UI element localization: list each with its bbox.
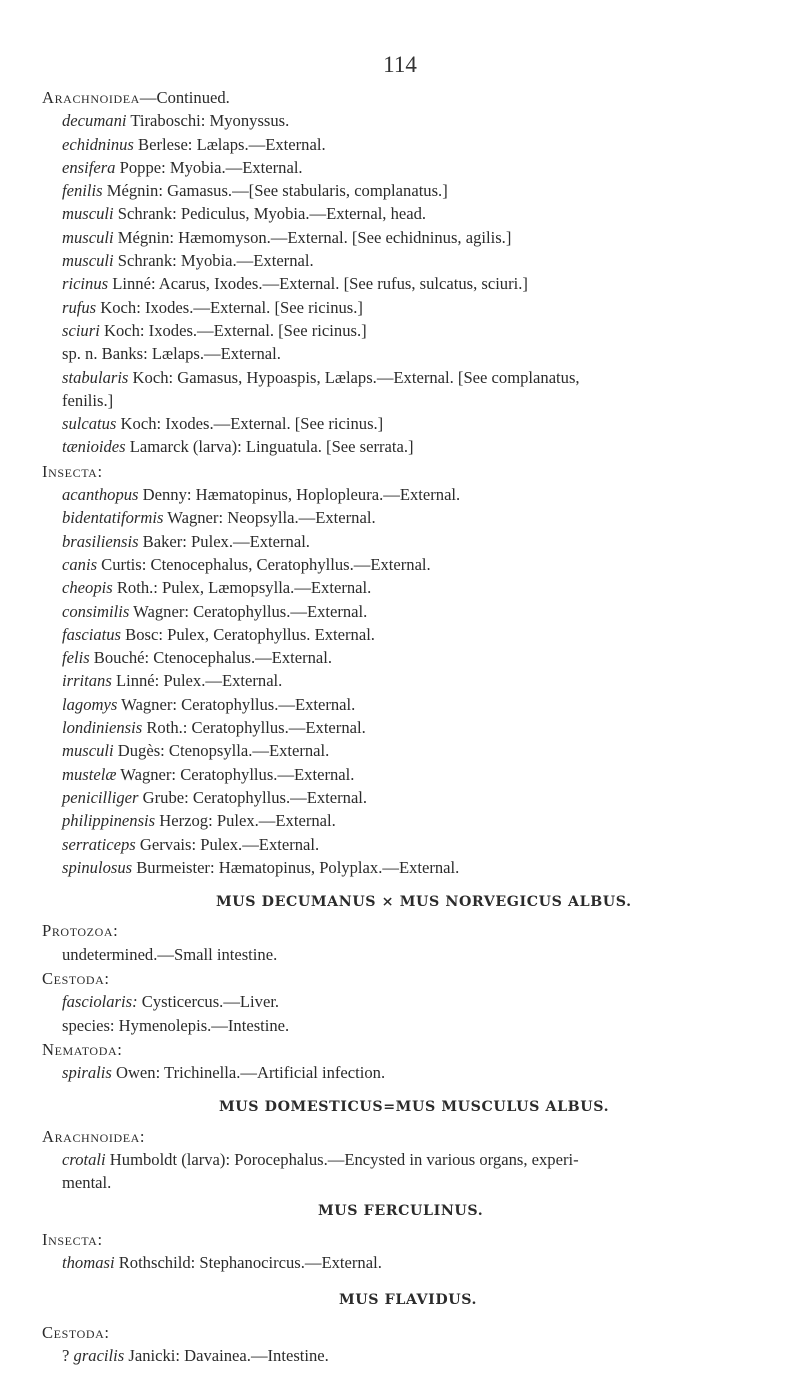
- species-name: rufus: [62, 297, 97, 317]
- entry-line: [42, 1251, 767, 1274]
- heading-colon: :: [117, 1039, 122, 1059]
- heading-colon: :: [97, 1229, 103, 1249]
- species-name: fenilis: [62, 181, 103, 201]
- entry-text: Berlese: Lælaps.—External.: [133, 134, 326, 154]
- entry-text: Schrank: Pediculus, Myobia.—External, head.: [113, 204, 427, 224]
- entry-line: [42, 506, 767, 529]
- species-name: musculi: [62, 741, 114, 761]
- entry-line: [42, 133, 767, 156]
- entry-line: [42, 809, 767, 832]
- entry-line: [42, 786, 767, 809]
- entry-line: [42, 366, 767, 389]
- heading-colon: :: [97, 461, 103, 481]
- entry-line: [42, 412, 767, 435]
- entry-continuation: mental.: [62, 1173, 112, 1193]
- species-name: sulcatus: [62, 414, 117, 434]
- entry-line: [42, 319, 767, 342]
- entry-text: Denny: Hæmatopinus, Hoplopleura.—External.: [138, 485, 461, 505]
- species-name: acanthopus: [62, 485, 139, 505]
- species-name: ricinus: [62, 274, 109, 294]
- entry-text: Koch: Ixodes.—External. [See ricinus.]: [99, 320, 367, 340]
- entry-text: Owen: Trichinella.—Artificial infection.: [111, 1063, 386, 1083]
- entry-text: Wagner: Ceratophyllus.—External.: [129, 601, 368, 621]
- species-name: consimilis: [62, 601, 130, 621]
- entry-line: [42, 179, 767, 202]
- entry-line: [42, 483, 767, 506]
- entry-line: [42, 156, 767, 179]
- entry-list: [42, 1061, 767, 1084]
- entry-text: Lamarck (larva): Linguatula. [See serrata.]: [125, 437, 414, 457]
- entry-text: undetermined.—Small intestine.: [62, 944, 278, 964]
- heading-colon: :: [104, 968, 110, 988]
- species-name: serraticeps: [62, 834, 136, 854]
- species-name: canis: [62, 554, 98, 574]
- heading-text: Nematoda: [42, 1039, 118, 1059]
- entry-line: [42, 646, 767, 669]
- entry-line: [42, 202, 767, 225]
- entry-line: [42, 1148, 767, 1171]
- entry-text: Rothschild: Stephanocircus.—External.: [114, 1253, 382, 1273]
- section-heading: [42, 1038, 767, 1061]
- entry-text: Wagner: Neopsylla.—External.: [163, 508, 376, 528]
- entry-list: [42, 1251, 767, 1274]
- entry-list: [42, 483, 767, 879]
- entry-line: [42, 1061, 767, 1084]
- entry-list: [42, 1344, 767, 1367]
- entry-line: [42, 669, 767, 692]
- heading-colon: :: [104, 1322, 110, 1342]
- entry-line: [42, 623, 767, 646]
- section-heading: [42, 919, 767, 942]
- heading-colon: :: [113, 921, 118, 941]
- entry-line: [42, 109, 767, 132]
- entry-text: Bosc: Pulex, Ceratophyllus. External.: [121, 624, 375, 644]
- heading-colon: :: [139, 1126, 145, 1146]
- section-heading: [42, 86, 767, 109]
- entry-line: [42, 763, 767, 786]
- entry-text: Schrank: Myobia.—External.: [113, 251, 314, 271]
- entry-text: Cysticercus.—Liver.: [137, 992, 280, 1012]
- entry-text: Roth.: Pulex, Læmopsylla.—External.: [112, 578, 372, 598]
- species-name: londiniensis: [62, 718, 143, 738]
- entry-continuation: fenilis.]: [62, 390, 114, 410]
- section-title: MUS FLAVIDUS.: [339, 1291, 478, 1308]
- entry-text: species: Hymenolepis.—Intestine.: [62, 1015, 290, 1035]
- entry-line: [42, 833, 767, 856]
- species-name: fasciolaris:: [62, 992, 138, 1012]
- entry-line: [42, 990, 767, 1013]
- species-name: musculi: [62, 204, 114, 224]
- entry-text: Baker: Pulex.—External.: [138, 531, 310, 551]
- entry-text: Roth.: Ceratophyllus.—External.: [142, 718, 366, 738]
- heading-suffix: —Continued.: [139, 88, 230, 107]
- heading-text: Arachnoidea: [42, 1126, 140, 1146]
- species-name: crotali: [62, 1150, 106, 1170]
- entry-line: [42, 249, 767, 272]
- species-name: irritans: [62, 671, 112, 691]
- entry-line: [42, 576, 767, 599]
- entry-line: [42, 272, 767, 295]
- species-name: philippinensis: [62, 811, 156, 831]
- section-heading: [42, 1228, 767, 1251]
- section-heading: [42, 1125, 767, 1148]
- heading-text: Arachnoidea: [42, 88, 140, 107]
- species-name: musculi: [62, 251, 114, 271]
- page-number: 114: [383, 52, 417, 77]
- entry-list: [42, 990, 767, 1037]
- entry-text: Grube: Ceratophyllus.—External.: [138, 787, 368, 807]
- entry-text: Curtis: Ctenocephalus, Ceratophyllus.—External.: [97, 554, 431, 574]
- entry-text: Wagner: Ceratophyllus.—External.: [117, 694, 356, 714]
- species-name: thomasi: [62, 1253, 115, 1273]
- entry-text: Dugès: Ctenopsylla.—External.: [113, 741, 330, 761]
- entry-line: [42, 856, 767, 879]
- species-name: echidninus: [62, 134, 134, 154]
- entry-text: Linné: Pulex.—External.: [111, 671, 283, 691]
- entry-line: [42, 716, 767, 739]
- entry-text: Wagner: Ceratophyllus.—External.: [116, 764, 355, 784]
- entry-line: [42, 739, 767, 762]
- entry-line: [42, 1344, 767, 1367]
- species-name: gracilis: [73, 1346, 125, 1366]
- entry-line: [42, 530, 767, 553]
- heading-text: Insecta: [42, 461, 98, 481]
- entry-list: [42, 1148, 767, 1195]
- species-name: stabularis: [62, 367, 129, 387]
- entry-text: Mégnin: Hæmomyson.—External. [See echidninus, agilis.]: [113, 227, 512, 247]
- entry-line: [42, 435, 767, 458]
- entry-line: [42, 342, 767, 365]
- species-name: spiralis: [62, 1063, 112, 1083]
- entry-text: Burmeister: Hæmatopinus, Polyplax.—External.: [132, 857, 460, 877]
- entry-text: Koch: Ixodes.—External. [See ricinus.]: [96, 297, 363, 317]
- entry-text: Poppe: Myobia.—External.: [115, 157, 303, 177]
- entry-list: [42, 109, 767, 458]
- species-name: penicilliger: [62, 787, 139, 807]
- entry-text: Herzog: Pulex.—External.: [155, 811, 336, 831]
- entry-line: [42, 296, 767, 319]
- species-name: ensifera: [62, 157, 116, 177]
- heading-text: Cestoda: [42, 1322, 105, 1342]
- species-name: fasciatus: [62, 624, 122, 644]
- entry-line: [42, 600, 767, 623]
- entry-text: Janicki: Davainea.—Intestine.: [124, 1346, 329, 1366]
- entry-text: Mégnin: Gamasus.—[See stabularis, complanatus.]: [102, 181, 448, 201]
- section-title: MUS FERCULINUS.: [318, 1202, 484, 1219]
- entry-line: [42, 693, 767, 716]
- entry-text: sp. n. Banks: Lælaps.—External.: [62, 344, 281, 364]
- entry-text: Koch: Gamasus, Hypoaspis, Lælaps.—External. [See complanatus,: [128, 367, 580, 387]
- section-title: MUS DOMESTICUS=MUS MUSCULUS ALBUS.: [219, 1099, 610, 1116]
- section-heading: [42, 1321, 767, 1344]
- entry-text: Tiraboschi: Myonyssus.: [126, 111, 290, 131]
- species-name: brasiliensis: [62, 531, 139, 551]
- section-heading: [42, 460, 767, 483]
- entry-prefix: ?: [62, 1346, 74, 1366]
- section-heading: [42, 967, 767, 990]
- entry-text: Koch: Ixodes.—External. [See ricinus.]: [116, 414, 384, 434]
- species-name: bidentatiformis: [62, 508, 164, 528]
- species-name: spinulosus: [62, 857, 133, 877]
- species-name: sciuri: [62, 320, 100, 340]
- entry-line: [42, 553, 767, 576]
- entry-line: [42, 943, 767, 966]
- entry-line: [42, 1014, 767, 1037]
- species-name: mustelæ: [62, 764, 117, 784]
- species-name: lagomys: [62, 694, 118, 714]
- species-name: cheopis: [62, 578, 113, 598]
- section-title: MUS DECUMANUS × MUS NORVEGICUS ALBUS.: [216, 894, 632, 911]
- heading-text: Cestoda: [42, 968, 105, 988]
- heading-text: Insecta: [42, 1229, 98, 1249]
- entry-text: Bouché: Ctenocephalus.—External.: [89, 648, 333, 668]
- species-name: decumani: [62, 111, 127, 131]
- species-name: tænioides: [62, 437, 126, 457]
- entry-line: [42, 226, 767, 249]
- entry-list: [42, 943, 767, 966]
- entry-text: Gervais: Pulex.—External.: [135, 834, 320, 854]
- species-name: felis: [62, 648, 90, 668]
- heading-text: Protozoa: [42, 921, 114, 941]
- species-name: musculi: [62, 227, 114, 247]
- entry-text: Humboldt (larva): Porocephalus.—Encysted in various organs, experi-: [105, 1150, 579, 1170]
- entry-text: Linné: Acarus, Ixodes.—External. [See rufus, sulcatus, sciuri.]: [108, 274, 528, 294]
- page-content: [42, 85, 767, 1367]
